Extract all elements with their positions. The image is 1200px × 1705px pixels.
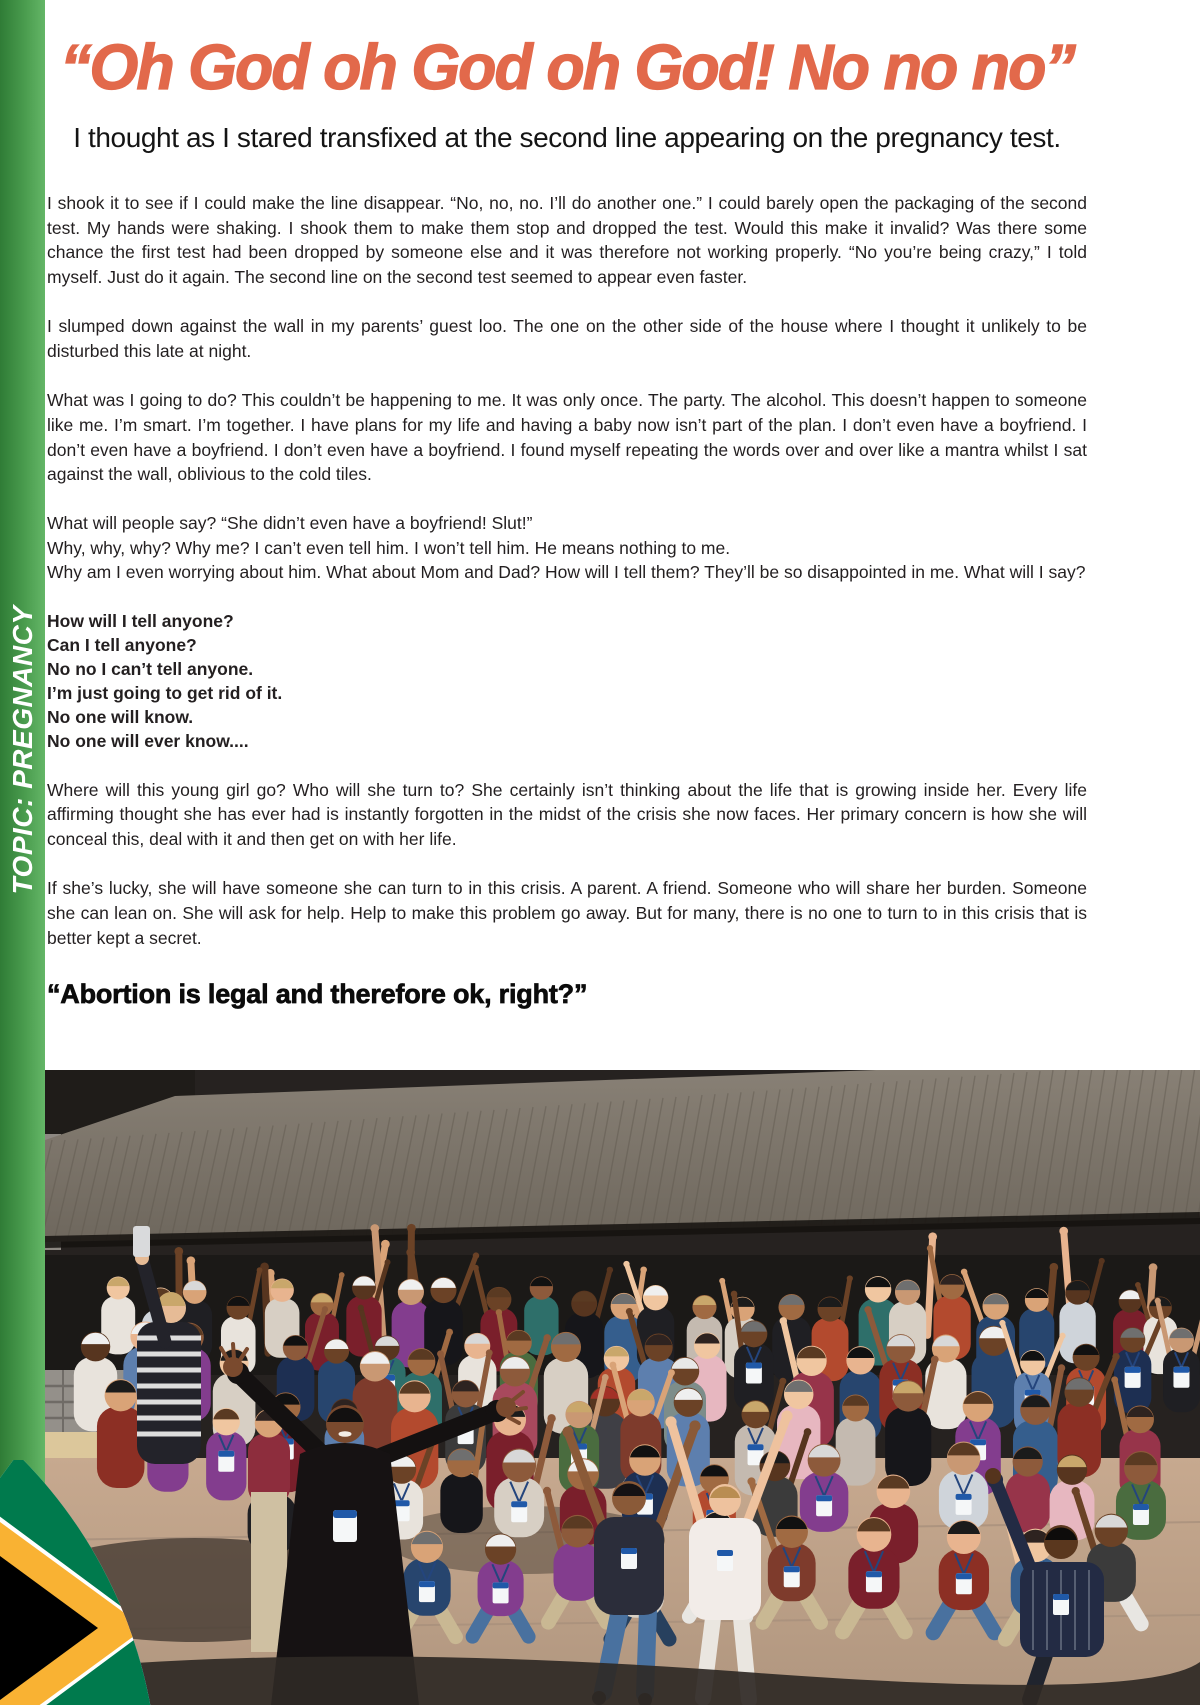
mantra-line: I’m just going to get rid of it.	[47, 683, 283, 704]
body-paragraph: If she’s lucky, she will have someone she can turn to in this crisis. A parent. A friend. Someone who will share her burden. Someone she can lean on. She will ask for help. Help to make this problem go away. But for many, there is no one to turn to in this crisis that is better kept a secret.	[47, 878, 1087, 948]
topic-label: TOPIC: PREGNANCY	[7, 605, 38, 895]
body-paragraph: What was I going to do? This couldn’t be happening to me. It was only once. The party. The alcohol. This doesn’t happen to someone like me. I’m smart. I’m together. I have plans for my life and having a baby now isn’t part of the plan. I don’t even have a boyfriend. I don’t even have a boyfriend. I don’t even have a boyfriend. I found myself repeating the words over and over like a mantra whilst I sat against the wall, oblivious to the cold tiles.	[47, 389, 1087, 485]
mantra-line: How will I tell anyone?	[47, 610, 234, 631]
worry-line: Why am I even worrying about him. What about Mom and Dad? How will I tell them? They’ll be so disappointed in me. What will I say?	[47, 562, 1086, 583]
body-paragraph: I shook it to see if I could make the line disappear. “No, no, no. I’ll do another one.” I could barely open the packaging of the second test. My hands were shaking. I shook them to make them stop and dropped the test. Would this make it invalid? Was there some chance the first test had been dropped by someone else and it was therefore not working properly. “No you’re being crazy,” I told myself. Just do it again. The second line on the second test seemed to appear even faster.	[47, 192, 1087, 288]
worry-line: Why, why, why? Why me? I can’t even tell him. I won’t tell him. He means nothing to me.	[47, 537, 731, 558]
mantra-line: No no I can’t tell anyone.	[47, 659, 254, 679]
worry-line: What will people say? “She didn’t even have a boyfriend! Slut!”	[47, 513, 533, 534]
mantra-line: No one will know.	[47, 707, 194, 728]
south-africa-flag-badge	[0, 1460, 250, 1705]
body-paragraph: Where will this young girl go? Who will she turn to? She certainly isn’t thinking about the life that is growing inside her. Every life affirming thought she has ever had is instantly forgotten in the midst of the crisis she now faces. Her primary concern is how she will conceal this, deal with it and then get on with her life.	[47, 779, 1087, 850]
mantra-line: Can I tell anyone?	[47, 634, 197, 655]
subheadline: I thought as I stared transfixed at the second line appearing on the pregnancy test.	[73, 122, 1061, 154]
worry-lines	[47, 511, 1087, 585]
body-copy	[47, 191, 1087, 1013]
headline: “Oh God oh God oh God! No no no”	[60, 31, 1074, 103]
mantra-line: No one will ever know....	[47, 731, 249, 752]
article-column	[47, 0, 1087, 1013]
south-africa-flag	[0, 1460, 250, 1705]
mantra-lines	[47, 609, 1087, 754]
body-paragraph: I slumped down against the wall in my parents’ guest loo. The one on the other side of the house where I thought it unlikely to be disturbed this late at night.	[47, 316, 1087, 361]
section-heading: “Abortion is legal and therefore ok, right?”	[47, 978, 588, 1009]
